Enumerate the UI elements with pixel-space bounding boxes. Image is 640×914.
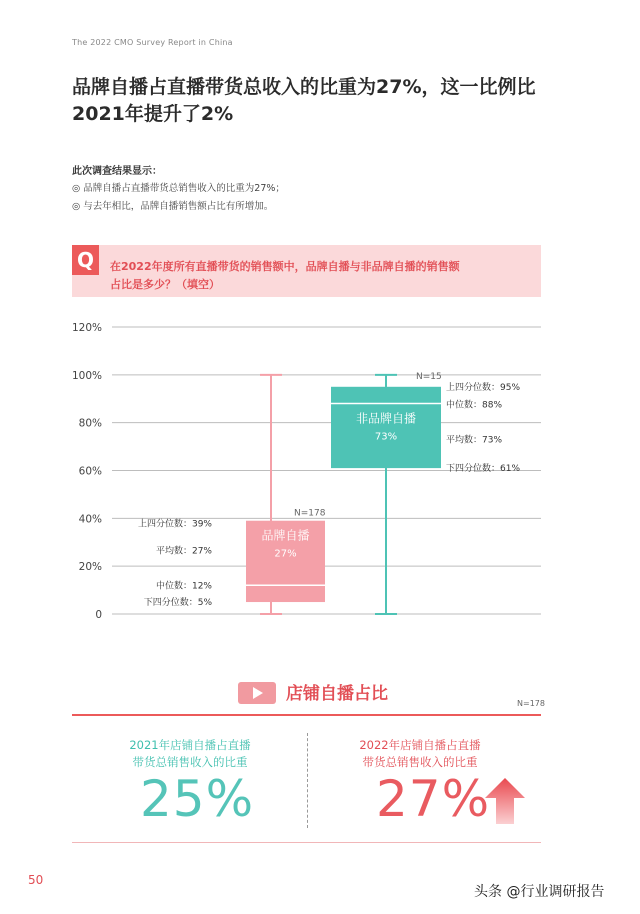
question-badge: Q (72, 245, 99, 275)
findings-title: 此次调查结果显示： (72, 166, 162, 177)
y-tick-label: 80% (78, 417, 102, 430)
y-tick-label: 40% (78, 513, 102, 526)
value-2021: 25% (140, 770, 255, 828)
annotation-mean: 平均数：73% (446, 435, 503, 446)
annotation-median: 中位数：12% (155, 581, 212, 592)
label-2022 (330, 737, 510, 771)
sample-size-label: N=15 (416, 371, 442, 382)
watermark: 头条 @行业调研报告 (474, 884, 605, 900)
section-rule (72, 714, 541, 716)
y-tick-label: 0 (95, 609, 102, 621)
y-tick-label: 120% (71, 322, 102, 334)
sample-size-label: N=178 (294, 508, 326, 519)
shop-section-title: 店铺自播占比 (286, 684, 388, 704)
question-line-1: 在2022年度所有直播带货的销售额中，品牌自播与非品牌自播的销售额 (110, 260, 460, 273)
box-rect (331, 387, 441, 468)
annotation-q1: 下四分位数：5% (143, 598, 212, 609)
annotation-q3: 上四分位数：39% (137, 519, 212, 530)
label-2021 (100, 737, 280, 771)
up-arrow-icon (485, 778, 525, 824)
headline-line-2: 2021年提升了2% (72, 103, 234, 125)
shop-sample-size: N=178 (517, 699, 545, 708)
boxplot-chart (60, 315, 550, 625)
y-tick-label: 60% (78, 465, 102, 478)
label-2022-line-2: 带货总销售收入的比重 (362, 755, 478, 769)
box-mean-label: 27% (274, 548, 297, 560)
annotation-q3: 上四分位数：95% (446, 382, 521, 393)
label-2021-line-2: 带货总销售收入的比重 (132, 755, 248, 769)
y-tick-label: 100% (71, 369, 102, 382)
column-divider (307, 733, 308, 828)
question-text (110, 258, 535, 294)
box-label: 品牌自播 (261, 528, 310, 543)
video-camera-icon (238, 680, 276, 706)
finding-item: ◎ 品牌自播占直播带货总销售收入的比重为27%； (72, 183, 285, 194)
finding-item: ◎ 与去年相比，品牌自播销售额占比有所增加。 (72, 201, 274, 212)
headline-line-1: 品牌自播占直播带货总收入的比重为27%，这一比例比 (72, 76, 536, 98)
label-2022-line-1: 2022年店铺自播占直播 (359, 738, 481, 752)
question-line-2: 占比是多少？（填空） (110, 278, 220, 291)
box-label: 非品牌自播 (355, 411, 417, 426)
annotation-mean: 平均数：27% (155, 546, 212, 557)
report-header: The 2022 CMO Survey Report in China (72, 38, 233, 47)
page-number: 50 (28, 873, 44, 887)
box-mean-label: 73% (374, 431, 398, 443)
y-tick-label: 20% (78, 561, 102, 574)
annotation-median: 中位数：88% (446, 400, 503, 411)
page-headline (72, 74, 572, 128)
value-2022: 27% (376, 770, 491, 828)
annotation-q1: 下四分位数：61% (446, 464, 521, 475)
section-rule-bottom (72, 842, 541, 843)
label-2021-line-1: 2021年店铺自播占直播 (129, 738, 251, 752)
